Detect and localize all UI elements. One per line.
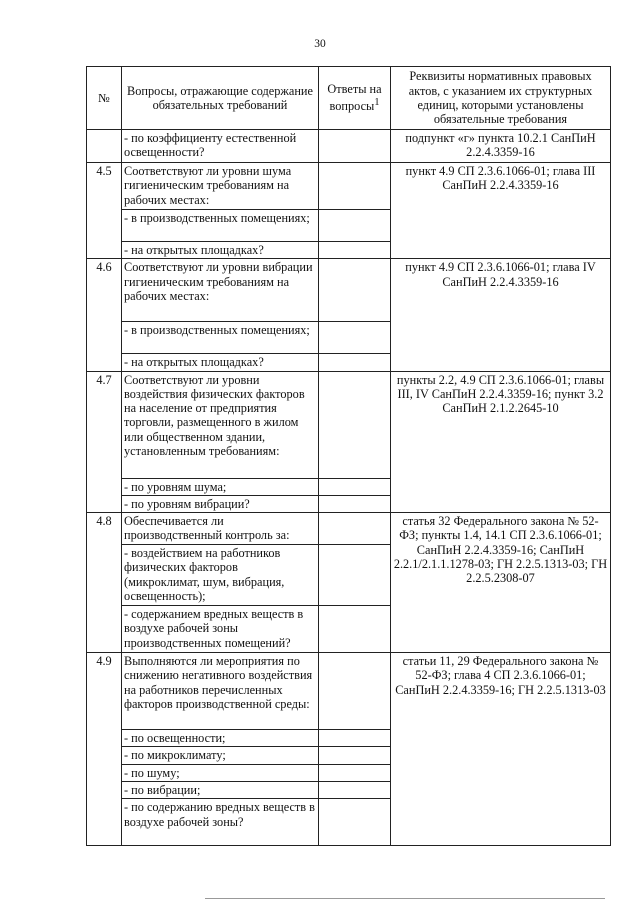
answer-cell[interactable] [319,130,391,163]
row-question: - по коэффициенту естественной освещенности? [122,130,319,163]
header-answer [319,67,391,130]
row-reference: пункты 2.2, 4.9 СП 2.3.6.1066-01; главы III, IV СанПиН 2.2.4.3359-16; пункт 3.2 СанПиН 2.1.2.2645-10 [391,371,611,513]
row-num: 4.8 [87,513,122,653]
row-reference: статья 32 Федерального закона № 52-ФЗ; пункты 1.4, 14.1 СП 2.3.6.1066-01; СанПиН 2.2.4.3359-16; СанПиН 2.2.1/2.1.1.1278-03; ГН 2.2.5.1313-03; ГН 2.2.5.2308-07 [391,513,611,653]
row-num: 4.6 [87,259,122,371]
answer-cell[interactable] [319,764,391,781]
row-subitem: - по содержанию вредных веществ в воздухе рабочей зоны? [122,799,319,846]
answer-cell[interactable] [319,513,391,545]
header-reference: Реквизиты нормативных правовых актов, с указанием их структурных единиц, которыми установлены обязательные требования [391,67,611,130]
table-row [87,130,611,163]
row-question: Соответствуют ли уровни воздействия физических факторов на население от предприятия торговли, размещенного в жилом или общественном здании, установленным требованиям: [122,371,319,478]
answer-cell[interactable] [319,163,391,210]
row-subitem: - на открытых площадках? [122,242,319,259]
header-question: Вопросы, отражающие содержание обязательных требований [122,67,319,130]
answer-cell[interactable] [319,730,391,747]
row-reference: статьи 11, 29 Федерального закона № 52-ФЗ; глава 4 СП 2.3.6.1066-01; СанПиН 2.2.4.3359-16; ГН 2.2.5.1313-03 [391,653,611,846]
row-num: 4.7 [87,371,122,513]
answer-cell[interactable] [319,782,391,799]
answer-cell[interactable] [319,799,391,846]
row-reference: подпункт «г» пункта 10.2.1 СанПиН 2.2.4.3359-16 [391,130,611,163]
row-subitem: - в производственных помещениях; [122,322,319,354]
row-question: Соответствуют ли уровни вибрации гигиеническим требованиям на рабочих местах: [122,259,319,322]
row-subitem: - по уровням шума; [122,478,319,495]
row-subitem: - содержанием вредных веществ в воздухе рабочей зоны производственных помещений? [122,606,319,653]
header-answer-label: Ответы на вопросы [327,82,382,114]
answer-cell[interactable] [319,354,391,371]
row-reference: пункт 4.9 СП 2.3.6.1066-01; глава IV СанПиН 2.2.4.3359-16 [391,259,611,371]
row-question: Обеспечивается ли производственный контроль за: [122,513,319,545]
row-subitem: - по освещенности; [122,730,319,747]
answer-cell[interactable] [319,606,391,653]
table-row [87,513,611,545]
answer-cell[interactable] [319,495,391,512]
answer-cell[interactable] [319,653,391,730]
header-answer-footnote: 1 [374,97,380,109]
answer-cell[interactable] [319,545,391,606]
answer-cell[interactable] [319,259,391,322]
row-subitem: - по уровням вибрации? [122,495,319,512]
row-num: 4.5 [87,163,122,259]
row-subitem: - по вибрации; [122,782,319,799]
row-question: Выполняются ли мероприятия по снижению негативного воздействия на работников перечисленных факторов производственной среды: [122,653,319,730]
table-header-row [87,67,611,130]
row-subitem: - в производственных помещениях; [122,210,319,242]
row-reference: пункт 4.9 СП 2.3.6.1066-01; глава III СанПиН 2.2.4.3359-16 [391,163,611,259]
header-num: № [87,67,122,130]
table-row [87,371,611,478]
bottom-edge-line [205,898,605,899]
answer-cell[interactable] [319,322,391,354]
answer-cell[interactable] [319,478,391,495]
row-question: Соответствуют ли уровни шума гигиеническим требованиям на рабочих местах: [122,163,319,210]
page-number: 30 [314,38,326,50]
row-subitem: - воздействием на работников физических факторов (микроклимат, шум, вибрация, освещенность); [122,545,319,606]
answer-cell[interactable] [319,242,391,259]
answer-cell[interactable] [319,210,391,242]
answer-cell[interactable] [319,747,391,764]
row-num: 4.9 [87,653,122,846]
row-num [87,130,122,163]
requirements-table [86,66,611,846]
table-row [87,163,611,210]
table-row [87,259,611,322]
table-row [87,653,611,730]
row-subitem: - на открытых площадках? [122,354,319,371]
row-subitem: - по микроклимату; [122,747,319,764]
row-subitem: - по шуму; [122,764,319,781]
answer-cell[interactable] [319,371,391,478]
